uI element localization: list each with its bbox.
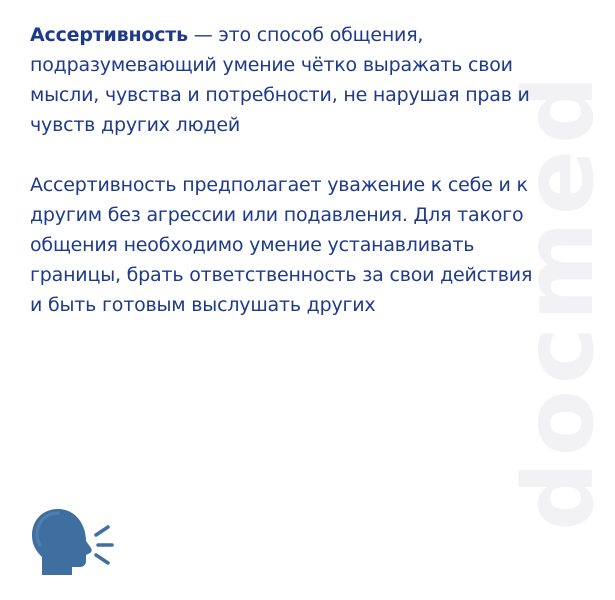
term-heading: Ассертивность bbox=[30, 24, 188, 46]
explanation-paragraph: Ассертивность предполагает уважение к себе и к другим без агрессии или подавления. Для такого общения необходимо умение устанавливать границы, брать ответственность за свои действия и быть готовым выслушать других bbox=[30, 174, 533, 316]
text-content bbox=[30, 20, 550, 320]
brand-watermark: docmed bbox=[503, 69, 615, 531]
speaking-head-icon bbox=[28, 505, 118, 577]
definition-text: — это способ общения, подразумевающий умение чётко выражать свои мысли, чувства и потребности, не нарушая прав и чувств других людей bbox=[30, 24, 530, 136]
definition-paragraph bbox=[30, 20, 550, 140]
